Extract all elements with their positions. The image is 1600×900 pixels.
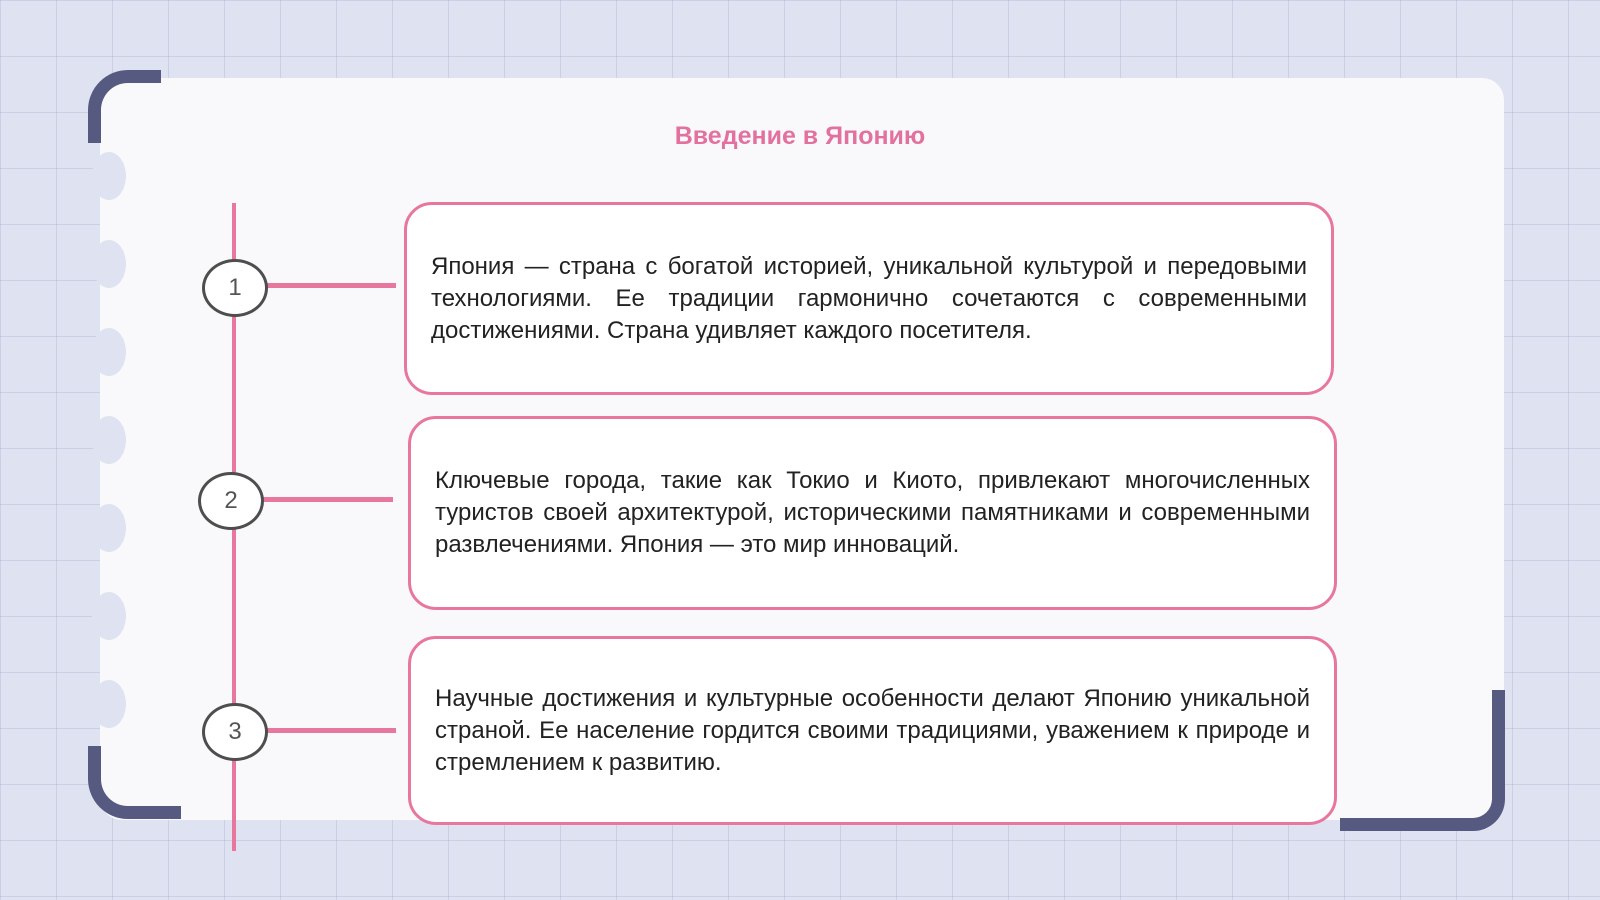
frame-corner-top-left [88, 70, 161, 143]
scallop-edge [92, 240, 126, 288]
info-box-1 [404, 202, 1334, 395]
timeline-connector [263, 497, 393, 502]
scallop-edge [92, 592, 126, 640]
step-number-circle: 1 [202, 259, 268, 317]
scallop-edge [92, 680, 126, 728]
scallop-edge [92, 416, 126, 464]
timeline-connector [266, 728, 396, 733]
timeline-connector [266, 283, 396, 288]
frame-corner-bottom-right [1340, 690, 1505, 831]
info-box-text: Япония — страна с богатой историей, уникальной культурой и передовыми технологиями. Ее традиции гармонично сочетаются с современными достижениями. Страна удивляет каждого посетителя. [431, 252, 1307, 344]
frame-corner-bottom-left [88, 746, 181, 819]
info-box-text: Научные достижения и культурные особенности делают Японию уникальной страной. Ее население гордится своими традициями, уважением к природе и стремлением к развитию. [435, 684, 1310, 776]
scallop-edge [92, 504, 126, 552]
info-box-text: Ключевые города, такие как Токио и Киото, привлекают многочисленных туристов своей архитектурой, историческими памятниками и современными развлечениями. Япония — это мир инноваций. [435, 467, 1310, 558]
slide-title: Введение в Японию [674, 122, 926, 150]
step-number-circle: 2 [198, 472, 264, 530]
scallop-edge [92, 328, 126, 376]
scallop-edge [92, 152, 126, 200]
info-box-3 [408, 636, 1337, 825]
step-number-circle: 3 [202, 703, 268, 761]
info-box-2 [408, 416, 1337, 610]
